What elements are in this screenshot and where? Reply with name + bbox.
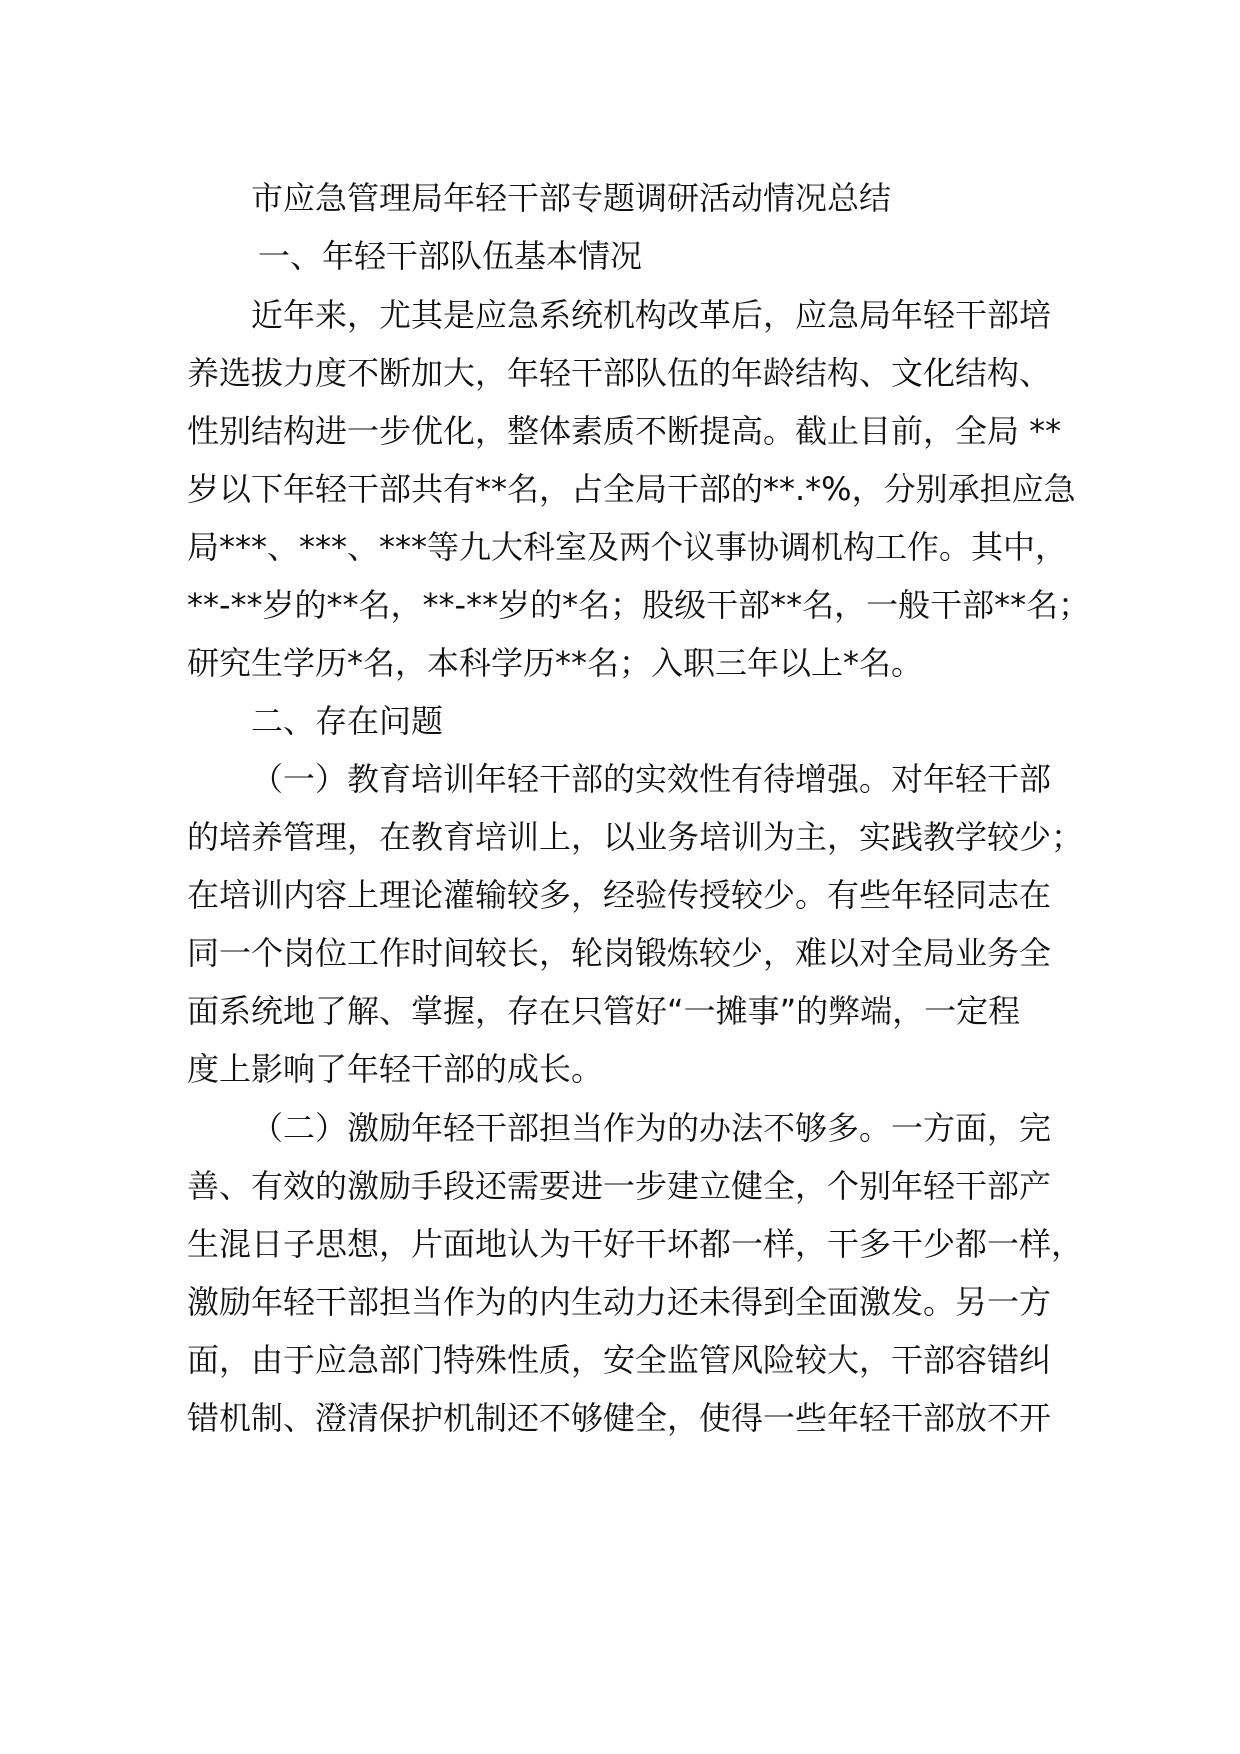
paragraph-line: 在培训内容上理论灌输较多，经验传授较少。有些年轻同志在 [187, 876, 1052, 914]
paragraph-line: 激励年轻干部担当作为的内生动力还未得到全面激发。另一方 [187, 1283, 1052, 1321]
paragraph-line: 养选拔力度不断加大，年轻干部队伍的年龄结构、文化结构、 [187, 354, 1052, 392]
section-heading-2: 二、存在问题 [251, 702, 444, 740]
paragraph-line: 局***、***、***等九大科室及两个议事协调机构工作。其中， [187, 528, 1068, 566]
document-title: 市应急管理局年轻干部专题调研活动情况总结 [251, 179, 892, 217]
paragraph-line: （二）激励年轻干部担当作为的办法不够多。一方面，完 [251, 1109, 1052, 1147]
paragraph-line: 面系统地了解、掌握，存在只管好“一摊事”的弊端，一定程 [187, 992, 1021, 1030]
paragraph-line: 的培养管理，在教育培训上，以业务培训为主，实践教学较少； [187, 818, 1084, 856]
paragraph-line: 性别结构进一步优化，整体素质不断提高。截止目前，全局 ** [187, 412, 1062, 450]
paragraph-line: 善、有效的激励手段还需要进一步建立健全，个别年轻干部产 [187, 1167, 1052, 1205]
paragraph-line: 生混日子思想，片面地认为干好干坏都一样，干多干少都一样， [187, 1225, 1084, 1263]
paragraph-line: 错机制、澄清保护机制还不够健全，使得一些年轻干部放不开 [187, 1399, 1052, 1437]
paragraph-line: 同一个岗位工作时间较长，轮岗锻炼较少，难以对全局业务全 [187, 934, 1052, 972]
paragraph-line: 度上影响了年轻干部的成长。 [187, 1050, 604, 1088]
paragraph-line: （一）教育培训年轻干部的实效性有待增强。对年轻干部 [251, 760, 1052, 798]
paragraph-line: **-**岁的**名，**-**岁的*名；股级干部**名，一般干部**名； [187, 586, 1091, 624]
paragraph-line: 面，由于应急部门特殊性质，安全监管风险较大，干部容错纠 [187, 1341, 1052, 1379]
paragraph-line: 近年来，尤其是应急系统机构改革后，应急局年轻干部培 [251, 296, 1052, 334]
section-heading-1: 一、年轻干部队伍基本情况 [258, 237, 643, 275]
paragraph-line: 岁以下年轻干部共有**名，占全局干部的**.*%，分别承担应急 [187, 470, 1076, 508]
paragraph-line: 研究生学历*名，本科学历**名；入职三年以上*名。 [187, 644, 924, 682]
